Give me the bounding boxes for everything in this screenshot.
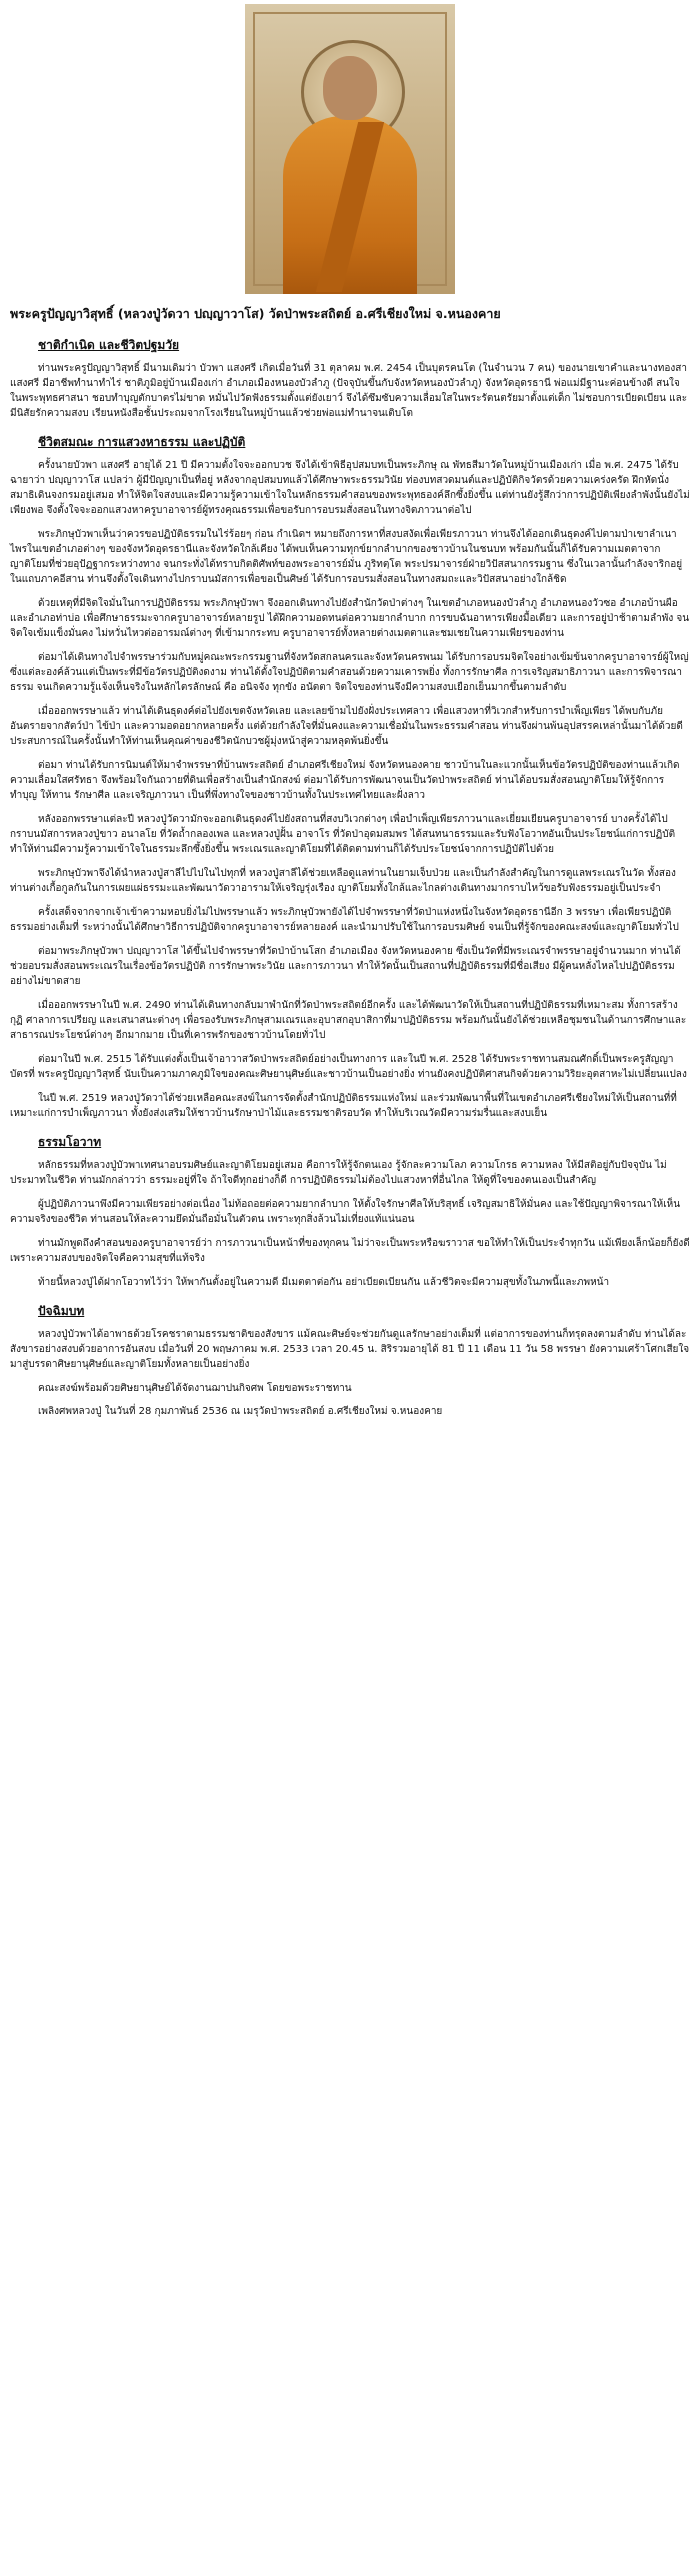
paragraph: พระภิกษุบัวพาจึงได้นำหลวงปู่สาลีไปไปในไปทุกที่ หลวงปู่สาลีได้ช่วยเหลือดูแลท่านในยามเจ็บป่วย และเป็นกำลังสำคัญในการดูแลพระเณรในวัด ทั้งสองท่านต่างเกื้อกูลกันในการเผยแผ่ธรรมะและพัฒนาวัดวาอารามให้เจริญรุ่งเรือง ญาติโยมทั้งใกล้และไกลต่างเดินทางมากราบไหว้ขอรับฟังธรรมอยู่เป็นประจำ bbox=[10, 868, 676, 894]
paragraph: หลักธรรมที่หลวงปู่บัวพาเทศนาอบรมศิษย์และญาติโยมอยู่เสมอ คือการให้รู้จักตนเอง รู้จักละความโลภ ความโกรธ ความหลง ให้มีสติอยู่กับปัจจุบัน ไม่ประมาทในชีวิต ท่านมักกล่าวว่า ธรรมะอยู่ที่ใจ ถ้าใจดีทุกอย่างก็ดี การปฏิบัติธรรมไม่ต้องไปแสวงหาที่อื่นไกล ให้ดูที่ใจของตนเองเป็นสำคัญ bbox=[10, 1160, 667, 1186]
section-heading-teachings: ธรรมโอวาท bbox=[38, 1135, 102, 1149]
photo-caption: พระครูปัญญาวิสุทธิ์ (หลวงปู่วัดวา ปญฺญาวาโส) วัดป่าพระสถิตย์ อ.ศรีเชียงใหม่ จ.หนองคาย bbox=[10, 306, 501, 321]
monk-portrait-photo bbox=[245, 4, 455, 294]
paragraph: เมื่อออกพรรษาในปี พ.ศ. 2490 ท่านได้เดินทางกลับมาพำนักที่วัดป่าพระสถิตย์อีกครั้ง และได้พัฒนาวัดให้เป็นสถานที่ปฏิบัติธรรมที่เหมาะสม ทั้งการสร้างกุฏิ ศาลาการเปรียญ และเสนาสนะต่างๆ เพื่อรองรับพระภิกษุสามเณรและอุบาสกอุบาสิกาที่มาปฏิบัติธรรม พร้อมกันนั้นยังได้ช่วยเหลือชุมชนในด้านการศึกษาและสาธารณประโยชน์ต่างๆ อีกมากมาย เป็นที่เคารพรักของชาวบ้านโดยทั่วไป bbox=[10, 1000, 687, 1041]
paragraph: ต่อมาพระภิกษุบัวพา ปญฺญาวาโส ได้ขึ้นไปจำพรรษาที่วัดป่าบ้านโสก อำเภอเมือง จังหวัดหนองคาย ซึ่งเป็นวัดที่มีพระเณรจำพรรษาอยู่จำนวนมาก ท่านได้ช่วยอบรมสั่งสอนพระเณรในเรื่องข้อวัตรปฏิบัติ การรักษาพระวินัย และการภาวนา ทำให้วัดนั้นเป็นสถานที่ปฏิบัติธรรมที่มีชื่อเสียง มีผู้คนหลั่งไหลไปปฏิบัติธรรมอย่างไม่ขาดสาย bbox=[10, 946, 681, 987]
paragraph: เมื่อออกพรรษาแล้ว ท่านได้เดินธุดงค์ต่อไปยังเขตจังหวัดเลย และเลยข้ามไปยังฝั่งประเทศลาว เพื่อแสวงหาที่วิเวกสำหรับการบำเพ็ญเพียร ได้พบกับภัยอันตรายจากสัตว์ป่า ไข้ป่า และความอดอยากหลายครั้ง แต่ด้วยกำลังใจที่มั่นคงและความเชื่อมั่นในพระธรรมคำสอน ท่านจึงผ่านพ้นอุปสรรคเหล่านั้นมาได้ด้วยดี ประสบการณ์ในครั้งนั้นทำให้ท่านเห็นคุณค่าของชีวิตนักบวชผู้มุ่งหน้าสู่ความหลุดพ้นยิ่งขึ้น bbox=[10, 706, 683, 747]
paragraph: ครั้งนายบัวพา แสงศรี อายุได้ 21 ปี มีความตั้งใจจะออกบวช จึงได้เข้าพิธีอุปสมบทเป็นพระภิกษุ ณ พัทธสีมาวัดในหมู่บ้านเมืองเก่า เมื่อ พ.ศ. 2475 ได้รับฉายาว่า ปญฺญาวาโส แปลว่า ผู้มีปัญญาเป็นที่อยู่ หลังจากอุปสมบทแล้วได้ศึกษาพระธรรมวินัย ท่องบทสวดมนต์และปฏิบัติกิจวัตรด้วยความเคร่งครัด ฝึกหัดนั่งสมาธิเดินจงกรมอยู่เสมอ ทำให้จิตใจสงบและมีความรู้ความเข้าใจในหลักธรรมคำสอนของพระพุทธองค์ลึกซึ้งยิ่งขึ้น แต่ท่านยังรู้สึกว่าการปฏิบัติเพียงลำพังนั้นยังไม่เพียงพอ จึงตั้งใจจะออกแสวงหาครูบาอาจารย์ผู้ทรงคุณธรรมเพื่อขอรับการอบรมสั่งสอนในทางจิตภาวนาต่อไป bbox=[10, 460, 690, 516]
paragraph: หลังออกพรรษาแต่ละปี หลวงปู่วัดวามักจะออกเดินธุดงค์ไปยังสถานที่สงบวิเวกต่างๆ เพื่อบำเพ็ญเพียรภาวนาและเยี่ยมเยียนครูบาอาจารย์ บางครั้งได้ไปกราบนมัสการหลวงปู่ขาว อนาลโย ที่วัดถ้ำกลองเพล และหลวงปู่ฝั้น อาจาโร ที่วัดป่าอุดมสมพร ได้สนทนาธรรมและรับฟังโอวาทอันเป็นประโยชน์แก่การปฏิบัติ ทำให้ท่านมีความรู้ความเข้าใจในธรรมะลึกซึ้งยิ่งขึ้น พระเณรและญาติโยมที่ได้ติดตามท่านก็ได้รับประโยชน์จากการปฏิบัติไปด้วย bbox=[10, 814, 676, 855]
paragraph: หลวงปู่บัวพาได้อาพาธด้วยโรคชราตามธรรมชาติของสังขาร แม้คณะศิษย์จะช่วยกันดูแลรักษาอย่างเต็มที่ แต่อาการของท่านก็ทรุดลงตามลำดับ ท่านได้ละสังขารอย่างสงบด้วยอาการอันสงบ เมื่อวันที่ 20 พฤษภาคม พ.ศ. 2533 เวลา 20.45 น. สิริรวมอายุได้ 81 ปี 11 เดือน 11 วัน 58 พรรษา ยังความเศร้าโศกเสียใจมาสู่บรรดาศิษยานุศิษย์และญาติโยมทั้งหลายเป็นอย่างยิ่ง bbox=[10, 1329, 690, 1370]
paragraph: ต่อมาในปี พ.ศ. 2515 ได้รับแต่งตั้งเป็นเจ้าอาวาสวัดป่าพระสถิตย์อย่างเป็นทางการ และในปี พ.ศ. 2528 ได้รับพระราชทานสมณศักดิ์เป็นพระครูสัญญาบัตรที่ พระครูปัญญาวิสุทธิ์ นับเป็นความภาคภูมิใจของคณะศิษยานุศิษย์และชาวบ้านเป็นอย่างยิ่ง ท่านยังคงปฏิบัติศาสนกิจด้วยความวิริยะอุตสาหะไม่เปลี่ยนแปลง bbox=[10, 1054, 687, 1080]
paragraph: ท่านมักพูดถึงคำสอนของครูบาอาจารย์ว่า การภาวนาเป็นหน้าที่ของทุกคน ไม่ว่าจะเป็นพระหรือฆราวาส ขอให้ทำให้เป็นประจำทุกวัน แม้เพียงเล็กน้อยก็ยังดี เพราะความสงบของจิตใจคือความสุขที่แท้จริง bbox=[10, 1238, 690, 1264]
paragraph: ครั้งเสด็จจากจากเจ้าเข้าความหอบยิ่งไม่ไปพรรษาแล้ว พระภิกษุบัวพายังได้ไปจำพรรษาที่วัดป่าแห่งหนึ่งในจังหวัดอุดรธานีอีก 3 พรรษา เพื่อเพียรปฏิบัติธรรมอย่างเต็มที่ ระหว่างนั้นได้ศึกษาวิธีการปฏิบัติจากครูบาอาจารย์หลายองค์ และนำมาปรับใช้ในการอบรมศิษย์ จนเป็นที่รู้จักของคณะสงฆ์และญาติโยมทั่วไป bbox=[10, 907, 679, 933]
paragraph: เพลิงศพหลวงปู่ ในวันที่ 28 กุมภาพันธ์ 2536 ณ เมรุวัดป่าพระสถิตย์ อ.ศรีเชียงใหม่ จ.หนองคาย bbox=[38, 1406, 443, 1417]
section-heading-monkhood: ชีวิตสมณะ การแสวงหาธรรม และปฏิบัติ bbox=[38, 435, 246, 449]
head-shape bbox=[323, 56, 377, 120]
paragraph: ผู้ปฏิบัติภาวนาพึงมีความเพียรอย่างต่อเนื่อง ไม่ท้อถอยต่อความยากลำบาก ให้ตั้งใจรักษาศีลให้บริสุทธิ์ เจริญสมาธิให้มั่นคง และใช้ปัญญาพิจารณาให้เห็นความจริงของชีวิต ท่านสอนให้ละความยึดมั่นถือมั่นในตัวตน เพราะทุกสิ่งล้วนไม่เที่ยงแท้แน่นอน bbox=[10, 1199, 681, 1225]
paragraph: พระภิกษุบัวพาเห็นว่าควรขอปฏิบัติธรรมในไร่ร้อยๆ ก่อน กำเนิดฯ หมายถึงการหาที่สงบสงัดเพื่อเพียรภาวนา ท่านจึงได้ออกเดินธุดงค์ไปตามป่าเขาลำเนาไพรในเขตอำเภอต่างๆ ของจังหวัดอุดรธานีและจังหวัดใกล้เคียง ได้พบเห็นความทุกข์ยากลำบากของชาวบ้านในชนบท พร้อมกันนั้นก็ได้รับความเมตตาจากญาติโยมที่ช่วยอุปัฏฐากระหว่างทาง จนกระทั่งได้ทราบกิตติศัพท์ของพระอาจารย์มั่น ภูริทตฺโต พระปรมาจารย์ฝ่ายวิปัสสนากรรมฐาน ซึ่งในเวลานั้นกำลังจาริกอยู่ในแถบภาคอีสาน ท่านจึงตั้งใจเดินทางไปกราบนมัสการเพื่อขอเป็นศิษย์ ได้รับการอบรมสั่งสอนในทางสมถะและวิปัสสนาอย่างใกล้ชิด bbox=[10, 529, 683, 585]
article-page bbox=[0, 4, 700, 2561]
paragraph: ในปี พ.ศ. 2519 หลวงปู่วัดวาได้ช่วยเหลือคณะสงฆ์ในการจัดตั้งสำนักปฏิบัติธรรมแห่งใหม่ และร่วมพัฒนาพื้นที่ในเขตอำเภอศรีเชียงใหม่ให้เป็นสถานที่ที่เหมาะแก่การบำเพ็ญภาวนา ทั้งยังส่งเสริมให้ชาวบ้านรักษาป่าไม้และธรรมชาติรอบวัด ทำให้บริเวณวัดมีความร่มรื่นและสงบเย็น bbox=[10, 1093, 677, 1119]
section-heading-birth: ชาติกำเนิด และชีวิตปฐมวัย bbox=[38, 338, 180, 352]
paragraph: ต่อมาได้เดินทางไปจำพรรษาร่วมกับหมู่คณะพระกรรมฐานที่จังหวัดสกลนครและจังหวัดนครพนม ได้รับการอบรมจิตใจอย่างเข้มข้นจากครูบาอาจารย์ผู้ใหญ่ ซึ่งแต่ละองค์ล้วนแต่เป็นพระที่มีข้อวัตรปฏิบัติงดงาม ท่านได้ตั้งใจปฏิบัติตามคำสอนด้วยความเคารพยิ่ง ทั้งการรักษาศีล การเจริญสมาธิภาวนา และการพิจารณาธรรม จนเกิดความรู้แจ้งเห็นจริงในหลักไตรลักษณ์ คือ อนิจจัง ทุกขัง อนัตตา จิตใจของท่านจึงมีความสงบเยือกเย็นมากขึ้นตามลำดับ bbox=[10, 652, 689, 693]
paragraph: คณะสงฆ์พร้อมด้วยศิษยานุศิษย์ได้จัดงานฌาปนกิจศพ โดยขอพระราชทาน bbox=[38, 1383, 352, 1394]
section-heading-epilogue: ปัจฉิมบท bbox=[38, 1304, 85, 1318]
paragraph: ท้ายนี้หลวงปู่ได้ฝากโอวาทไว้ว่า ให้พากันตั้งอยู่ในความดี มีเมตตาต่อกัน อย่าเบียดเบียนกัน แล้วชีวิตจะมีความสุขทั้งในภพนี้และภพหน้า bbox=[38, 1277, 610, 1288]
paragraph: ด้วยเหตุที่มีจิตใจมั่นในการปฏิบัติธรรม พระภิกษุบัวพา จึงออกเดินทางไปยังสำนักวัดป่าต่างๆ ในเขตอำเภอหนองบัวลำภู อำเภอหนองวัวซอ อำเภอบ้านผือ และอำเภอท่าบ่อ เพื่อศึกษาธรรมะจากครูบาอาจารย์หลายรูป ได้ฝึกความอดทนต่อความยากลำบาก การขบฉันอาหารเพียงมื้อเดียว และการอยู่ป่าช้าตามลำพัง จนจิตใจเข้มแข็งมั่นคง ไม่หวั่นไหวต่ออารมณ์ต่างๆ ที่เข้ามากระทบ ครูบาอาจารย์ทั้งหลายต่างเมตตาและชมเชยในความเพียรของท่าน bbox=[10, 598, 690, 639]
paragraph: ท่านพระครูปัญญาวิสุทธิ์ มีนามเดิมว่า บัวพา แสงศรี เกิดเมื่อวันที่ 31 ตุลาคม พ.ศ. 2454 เป็นบุตรคนโต (ในจำนวน 7 คน) ของนายเขาคำและนางทองสา แสงศรี มีอาชีพทำนาทำไร่ ชาติภูมิอยู่บ้านเมืองเก่า อำเภอเมืองหนองบัวลำภู (ปัจจุบันขึ้นกับจังหวัดหนองบัวลำภู) จังหวัดอุดรธานี พ่อแม่มีฐานะค่อนข้างดี สนใจในพระพุทธศาสนา ชอบทำบุญตักบาตรไม่ขาด หมั่นไปวัดฟังธรรมตั้งแต่ยังเยาว์ จึงได้ซึมซับความเลื่อมใสในพระรัตนตรัยมาตั้งแต่เด็ก ไม่ชอบการเบียดเบียน และมีนิสัยรักความสงบ เรียนหนังสือชั้นประถมจากโรงเรียนในหมู่บ้านแล้วช่วยพ่อแม่ทำนาจนเติบโต bbox=[10, 363, 688, 419]
paragraph: ต่อมา ท่านได้รับการนิมนต์ให้มาจำพรรษาที่บ้านพระสถิตย์ อำเภอศรีเชียงใหม่ จังหวัดหนองคาย ชาวบ้านในละแวกนั้นเห็นข้อวัตรปฏิบัติของท่านแล้วเกิดความเลื่อมใสศรัทธา จึงพร้อมใจกันถวายที่ดินเพื่อสร้างเป็นสำนักสงฆ์ ต่อมาได้รับการพัฒนาจนเป็นวัดป่าพระสถิตย์ ท่านได้อบรมสั่งสอนญาติโยมให้รู้จักการทำบุญ ให้ทาน รักษาศีล และเจริญภาวนา เป็นที่พึ่งทางใจของชาวบ้านทั้งในประเทศไทยและฝั่งลาว bbox=[10, 760, 680, 801]
